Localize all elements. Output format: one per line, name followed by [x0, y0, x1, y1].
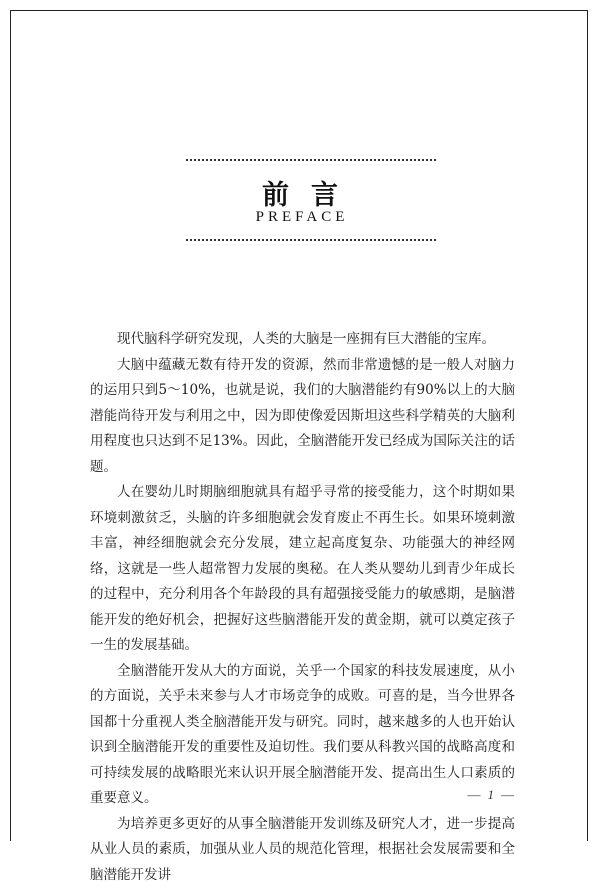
page-number-dash-left: — — [468, 787, 482, 802]
page-number-value: 1 — [488, 787, 496, 802]
title-top-dotted-rule — [186, 159, 436, 161]
paragraph-5: 为培养更多更好的从事全脑潜能开发训练及研究人才，进一步提高从业人员的素质，加强从业人员的规范化管理，根据社会发展需要和全脑潜能开发讲 — [90, 812, 515, 888]
paragraph-1: 现代脑科学研究发现，人类的大脑是一座拥有巨大潜能的宝库。 — [90, 327, 515, 353]
page-title: 前言 — [11, 173, 589, 212]
page-subtitle: PREFACE — [11, 209, 589, 226]
paragraph-4: 全脑潜能开发从大的方面说，关乎一个国家的科技发展速度，从小的方面说，关乎未来参与人才市场竞争的成败。可喜的是，当今世界各国都十分重视人类全脑潜能开发与研究。同时，越来越多的人也开始认识到全脑潜能开发的重要性及迫切性。我们要从科教兴国的战略高度和可持续发展的战略眼光来认识开展全脑潜能开发、提高出生人口素质的重要意义。 — [90, 659, 515, 812]
page — [10, 10, 588, 841]
page-number-dash-right: — — [501, 787, 515, 802]
title-bottom-dotted-rule — [186, 239, 436, 241]
paragraph-2: 大脑中蕴藏无数有待开发的资源，然而非常遗憾的是一般人对脑力的运用只到5～10%，也就是说，我们的大脑潜能约有90%以上的大脑潜能尚待开发与利用之中，因为即使像爱因斯坦这些科学精英的大脑利用程度也只达到不足13%。因此，全脑潜能开发已经成为国际关注的话题。 — [90, 353, 515, 481]
page-number — [468, 787, 516, 803]
paragraph-3: 人在婴幼儿时期脑细胞就具有超乎寻常的接受能力，这个时期如果环境刺激贫乏，头脑的许多细胞就会发育废止不再生长。如果环境刺激丰富，神经细胞就会充分发展，建立起高度复杂、功能强大的神经网络，这就是一些人超常智力发展的奥秘。在人类从婴幼儿到青少年成长的过程中，充分利用各个年龄段的具有超强接受能力的敏感期，是脑潜能开发的绝好机会，把握好这些脑潜能开发的黄金期，就可以奠定孩子一生的发展基础。 — [90, 480, 515, 659]
preface-body — [90, 327, 515, 888]
